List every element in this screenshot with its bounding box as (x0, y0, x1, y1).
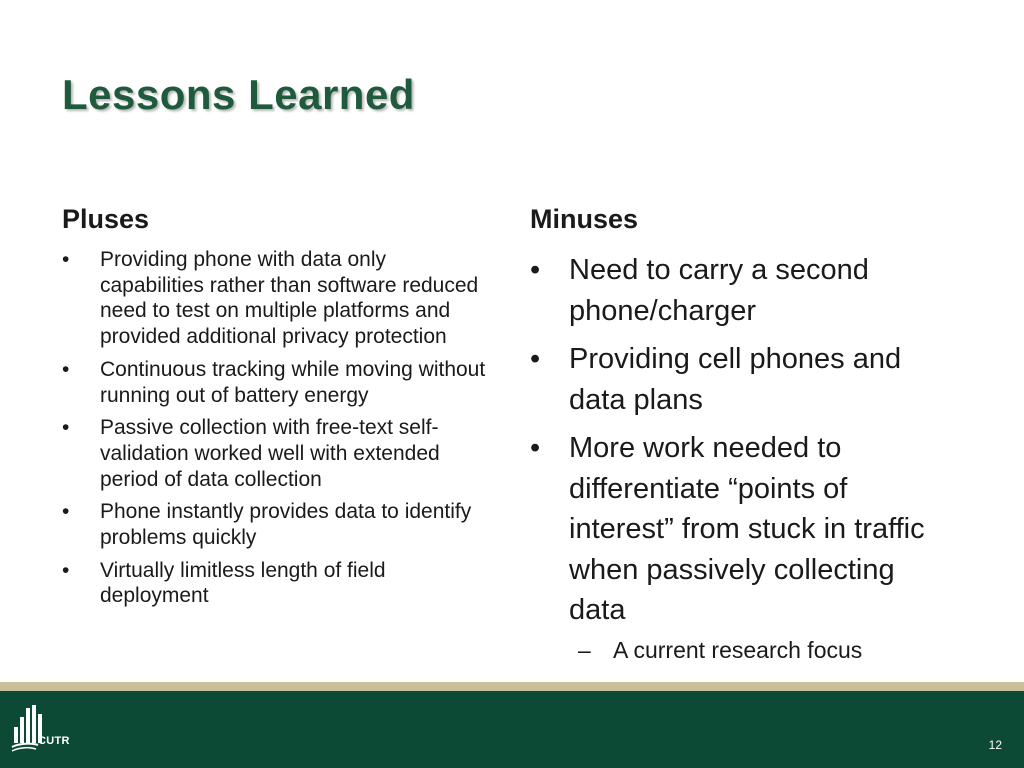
minuses-sub-list (569, 635, 950, 665)
pluses-item (62, 558, 492, 609)
bullet-icon: • (530, 254, 541, 286)
footer-bar (0, 691, 1024, 768)
bullet-icon: • (62, 357, 70, 381)
pluses-item-text: Providing phone with data only capabilities rather than software reduced need to test on multiple platforms and provided additional privacy protection (100, 248, 479, 349)
cutr-building-logo-icon (10, 703, 74, 759)
pluses-item (62, 247, 492, 350)
pluses-list (62, 247, 492, 616)
bullet-icon: • (530, 343, 541, 375)
dash-icon: – (578, 636, 591, 663)
minuses-list (530, 250, 950, 673)
minuses-item-text: Providing cell phones and data plans (569, 343, 902, 416)
footer-accent-band (0, 682, 1024, 691)
pluses-item-text: Continuous tracking while moving without running out of battery energy (100, 357, 486, 407)
bullet-icon: • (62, 558, 70, 582)
minuses-heading: Minuses (530, 204, 639, 234)
pluses-item-text: Phone instantly provides data to identify problems quickly (100, 500, 472, 550)
minuses-sub-item (569, 635, 950, 665)
minuses-item-text: More work needed to differentiate “points of interest” from stuck in traffic when passively collecting data (569, 432, 925, 626)
bullet-icon: • (62, 248, 70, 271)
page-number: 12 (988, 738, 1002, 752)
pluses-item (62, 499, 492, 550)
bullet-icon: • (530, 432, 541, 464)
pluses-heading: Pluses (62, 204, 150, 234)
logo-text: CUTR (38, 735, 70, 747)
bullet-icon: • (62, 500, 70, 524)
minuses-item (530, 339, 950, 420)
pluses-item (62, 415, 492, 492)
slide-title: Lessons Learned (62, 71, 415, 118)
bullet-icon: • (62, 416, 70, 440)
minuses-sub-item-text: A current research focus (613, 636, 863, 663)
minuses-item (530, 428, 950, 665)
pluses-item (62, 357, 492, 408)
minuses-item (530, 250, 950, 331)
pluses-item-text: Virtually limitless length of field deployment (100, 558, 386, 608)
pluses-item-text: Passive collection with free-text self-validation worked well with extended period of data collection (100, 416, 440, 491)
minuses-item-text: Need to carry a second phone/charger (569, 254, 869, 327)
